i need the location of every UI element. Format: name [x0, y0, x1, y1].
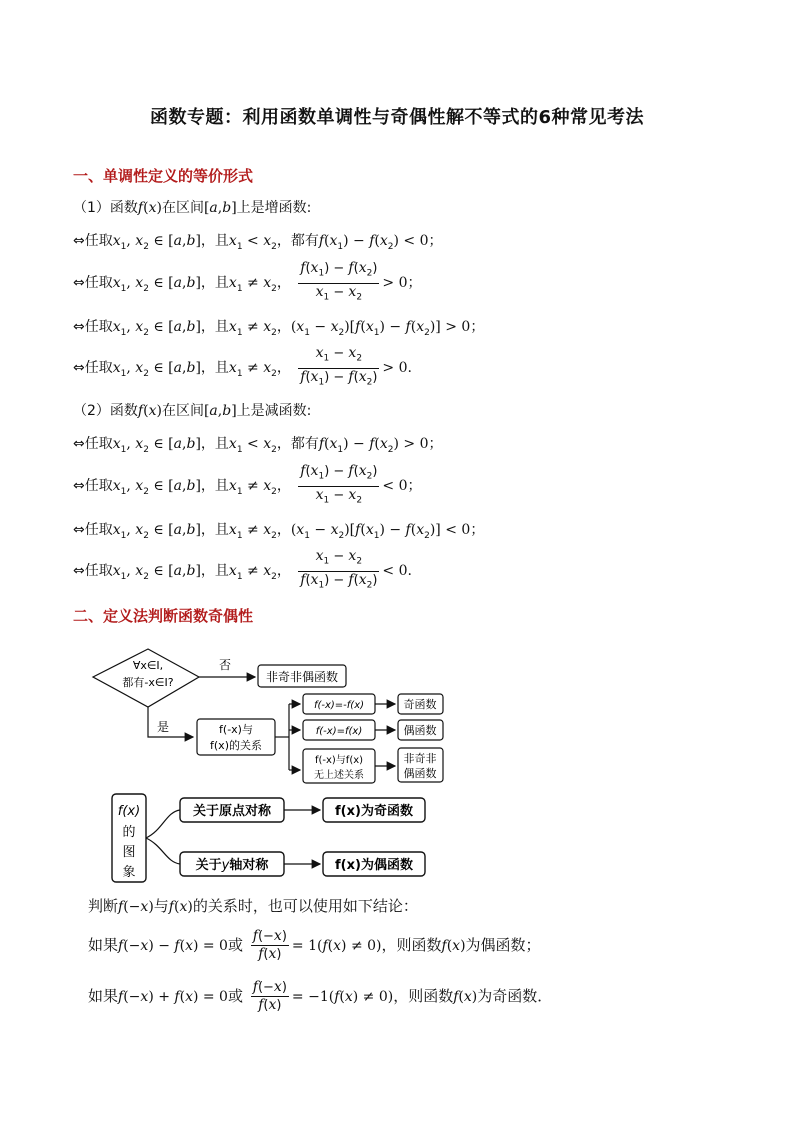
y-axis-symmetry-text: 关于y轴对称	[195, 858, 269, 873]
inc-condition-2: ⇔任取$x_1$, $x_2$ ∈ [a,b]，且$x_1 \ne x_2$， $\frac{f(x_1) - f(x_2)}{x_1 - x_2}$ > 0；	[73, 260, 422, 306]
even-conclusion: 如果f(−x) − f(x) = 0或 $\frac{f(-x)}{f(x)}$ = 1(f(x) ≠ 0)，则函数f(x)为偶函数；	[88, 928, 541, 962]
even-function-text: f(x)为偶函数	[335, 858, 413, 873]
origin-symmetry-text: 关于原点对称	[192, 804, 272, 819]
section2-heading: 二、定义法判断函数奇偶性	[73, 607, 254, 625]
dec-condition-4: ⇔任取$x_1$, $x_2$ ∈ [a,b]，且$x_1 \ne x_2$， $\frac{x_1 - x_2}{f(x_1) - f(x_2)}$ < 0.	[73, 548, 412, 594]
cond-even-text: f(-x)=f(x)	[315, 726, 363, 737]
relation-line2: f(x)的关系	[210, 739, 262, 752]
decreasing-intro: （2）函数f(x)在区间[a,b]上是减函数:	[73, 403, 312, 419]
cond-other-line2: 无上述关系	[314, 770, 364, 781]
other-result-line2: 偶函数	[403, 767, 437, 780]
dec-condition-1: ⇔任取$x_1$, $x_2$ ∈ [a,b]，且$x_1 < x_2$，都有$f(x_1) - f(x_2) > 0$；	[73, 436, 443, 455]
even-result-text: 偶函数	[403, 724, 437, 737]
page-title: 函数专题：利用函数单调性与奇偶性解不等式的6种常见考法	[149, 107, 645, 128]
odd-result-text: 奇函数	[403, 698, 437, 711]
increasing-intro: （1）函数f(x)在区间[a,b]上是增函数:	[73, 200, 312, 216]
relation-line1: f(-x)与	[219, 723, 253, 736]
dec-condition-2: ⇔任取$x_1$, $x_2$ ∈ [a,b]，且$x_1 \ne x_2$， $\frac{f(x_1) - f(x_2)}{x_1 - x_2}$ < 0；	[73, 463, 422, 509]
relation-note: 判断f(−x)与f(x)的关系时，也可以使用如下结论：	[88, 897, 418, 915]
inc-condition-1: ⇔任取$x_1$, $x_2$ ∈ [a,b]，且$x_1 < x_2$，都有$f(x_1) - f(x_2) < 0$；	[73, 233, 443, 252]
diamond-line2: 都有-x∈I?	[122, 676, 174, 689]
section1-heading: 一、单调性定义的等价形式	[73, 167, 254, 185]
graph-symmetry-diagram	[108, 790, 428, 886]
inc-condition-4: ⇔任取$x_1$, $x_2$ ∈ [a,b]，且$x_1 \ne x_2$， $\frac{x_1 - x_2}{f(x_1) - f(x_2)}$ > 0.	[73, 345, 412, 391]
odd-function-text: f(x)为奇函数	[335, 804, 413, 819]
cond-odd-text: f(-x)=-f(x)	[313, 700, 365, 711]
graph-box-line3: 图	[122, 845, 136, 860]
other-result-line1: 非奇非	[403, 752, 437, 765]
no-label: 否	[218, 658, 232, 672]
dec-condition-3: ⇔任取$x_1$, $x_2$ ∈ [a,b]，且$x_1 \ne x_2$，$(x_1 - x_2)[f(x_1) - f(x_2)] < 0$；	[73, 522, 485, 541]
odd-conclusion: 如果f(−x) + f(x) = 0或 $\frac{f(-x)}{f(x)}$ = −1(f(x) ≠ 0)，则函数f(x)为奇函数．	[88, 979, 553, 1013]
non-odd-even-text: 非奇非偶函数	[265, 670, 339, 684]
yes-label: 是	[157, 720, 170, 734]
cond-other-line1: f(-x)与f(x)	[314, 755, 364, 766]
graph-box-line1: f(x)	[117, 804, 141, 819]
inc-condition-3: ⇔任取$x_1$, $x_2$ ∈ [a,b]，且$x_1 \ne x_2$，$(x_1 - x_2)[f(x_1) - f(x_2)] > 0$；	[73, 319, 485, 338]
graph-box-line2: 的	[122, 825, 136, 840]
diamond-line1: ∀x∈I,	[132, 659, 164, 672]
graph-box-line4: 象	[122, 865, 136, 880]
parity-flowchart	[85, 645, 465, 785]
